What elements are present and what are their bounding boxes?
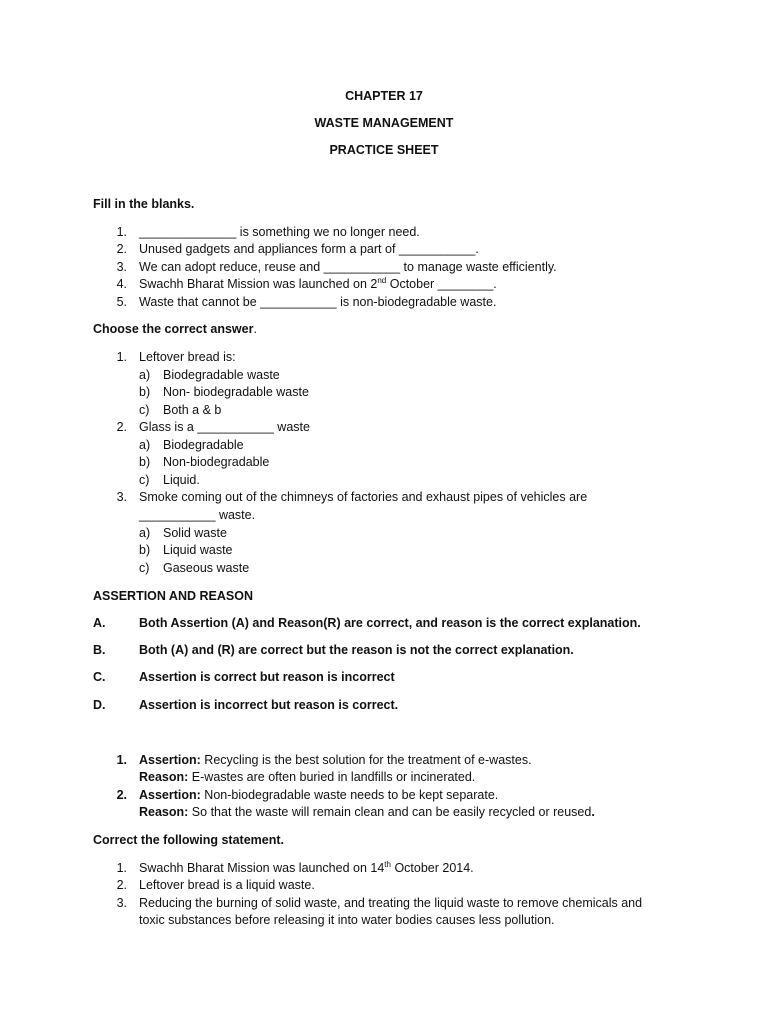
assertion-line: [139, 753, 532, 767]
option-text: Gaseous waste: [163, 561, 250, 575]
item-number: 5.: [116, 295, 127, 309]
item-number: 1.: [116, 861, 127, 875]
question-text: Glass is a ___________ waste: [139, 420, 310, 434]
item-text: Waste that cannot be ___________ is non-biodegradable waste.: [139, 295, 497, 309]
item-text: [139, 861, 474, 875]
reason-label: Reason:: [139, 805, 189, 819]
assertion-label: Assertion:: [139, 788, 201, 802]
item-text: Reducing the burning of solid waste, and treating the liquid waste to remove chemicals and: [139, 896, 643, 910]
fill-blanks-heading: Fill in the blanks.: [93, 197, 195, 211]
item-number: 4.: [116, 277, 127, 291]
assertion-text: Non-biodegradable waste needs to be kept separate.: [200, 788, 499, 802]
reason-end: .: [591, 805, 595, 819]
option-text: Non-biodegradable: [163, 455, 270, 469]
option-letter: b): [139, 455, 151, 469]
code-text: Assertion is incorrect but reason is correct.: [139, 698, 399, 712]
option-text: Biodegradable waste: [163, 368, 280, 382]
option-letter: b): [139, 385, 151, 399]
option-text: Solid waste: [163, 526, 227, 540]
option-letter: c): [139, 473, 150, 487]
question-text: Smoke coming out of the chimneys of factories and exhaust pipes of vehicles are: [139, 490, 588, 504]
code-letter: C.: [93, 670, 106, 684]
assertion-line: [139, 788, 498, 802]
item-number: 3.: [116, 260, 127, 274]
mcq-heading-text: Choose the correct answer: [93, 322, 254, 336]
mcq-heading-dot: .: [253, 322, 257, 336]
option-text: Both a & b: [163, 403, 222, 417]
reason-line: [139, 770, 475, 784]
ordinal-suffix: nd: [377, 275, 387, 285]
assertion-label: Assertion:: [139, 753, 201, 767]
mcq-heading: [93, 322, 257, 336]
item-number: 3.: [116, 896, 127, 910]
code-text: Both (A) and (R) are correct but the reason is not the correct explanation.: [139, 643, 574, 657]
item-text-cont: toxic substances before releasing it into water bodies causes less pollution.: [139, 913, 555, 927]
code-letter: A.: [93, 616, 106, 630]
assertion-heading: ASSERTION AND REASON: [93, 589, 253, 603]
code-text: Both Assertion (A) and Reason(R) are correct, and reason is the correct explanation.: [139, 616, 641, 630]
item-text: We can adopt reduce, reuse and ___________ to manage waste efficiently.: [139, 260, 557, 274]
item-number: 2.: [116, 878, 127, 892]
item-number: 1.: [116, 350, 127, 364]
option-letter: a): [139, 526, 151, 540]
item-number: 2.: [116, 788, 127, 802]
item-number: 1.: [116, 753, 127, 767]
option-text: Biodegradable: [163, 438, 244, 452]
code-letter: D.: [93, 698, 106, 712]
reason-label: Reason:: [139, 770, 189, 784]
reason-text: E-wastes are often buried in landfills or incinerated.: [188, 770, 476, 784]
item-text: ______________ is something we no longer need.: [139, 225, 420, 239]
code-text: Assertion is correct but reason is incorrect: [139, 670, 395, 684]
item-number: 2.: [116, 242, 127, 256]
option-text: Non- biodegradable waste: [163, 385, 309, 399]
item-number: 2.: [116, 420, 127, 434]
question-text-cont: ___________ waste.: [139, 508, 256, 522]
page-subtitle: PRACTICE SHEET: [329, 143, 439, 157]
option-text: Liquid waste: [163, 543, 233, 557]
item-text: [139, 277, 497, 291]
code-letter: B.: [93, 643, 106, 657]
assertion-text: Recycling is the best solution for the treatment of e-wastes.: [200, 753, 532, 767]
option-letter: a): [139, 438, 151, 452]
chapter-label: CHAPTER 17: [345, 89, 423, 103]
correct-heading: Correct the following statement.: [93, 833, 284, 847]
option-letter: c): [139, 561, 150, 575]
question-text: Leftover bread is:: [139, 350, 236, 364]
item-number: 1.: [116, 225, 127, 239]
option-text: Liquid.: [163, 473, 200, 487]
item-text-pre: Swachh Bharat Mission was launched on 14: [139, 861, 385, 875]
item-text: Unused gadgets and appliances form a part of ___________.: [139, 242, 479, 256]
item-text: Leftover bread is a liquid waste.: [139, 878, 315, 892]
page-title: WASTE MANAGEMENT: [314, 116, 454, 130]
item-text-pre: Swachh Bharat Mission was launched on 2: [139, 277, 378, 291]
option-letter: a): [139, 368, 151, 382]
item-text-post: October ________.: [386, 277, 497, 291]
ordinal-suffix: th: [384, 859, 391, 869]
item-number: 3.: [116, 490, 127, 504]
reason-line: [139, 805, 595, 819]
reason-text: So that the waste will remain clean and can be easily recycled or reused: [188, 805, 592, 819]
option-letter: b): [139, 543, 151, 557]
option-letter: c): [139, 403, 150, 417]
item-text-post: October 2014.: [390, 861, 474, 875]
